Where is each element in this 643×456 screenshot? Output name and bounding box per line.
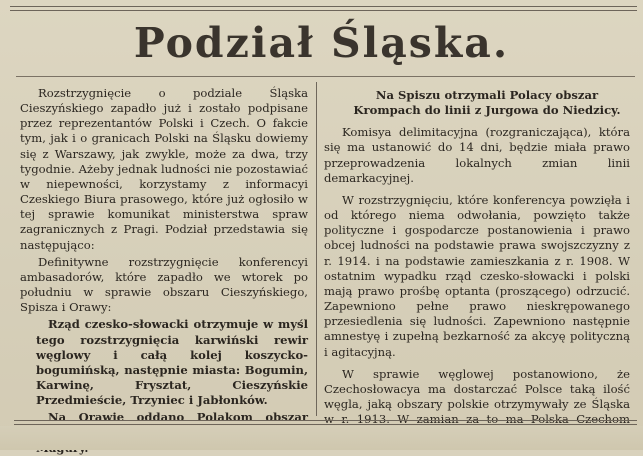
left-paragraph-4: Na Orawie oddano Polakom obszar <box>48 410 308 425</box>
headline-rule <box>16 76 635 77</box>
left-paragraph-1: Rozstrzygnięcie o podziale Śląska Cieszyńskiego zapadło już i zostało podpisane przez reprezentantów Polski i Czech. O fakcie tym, jak i o granicach Polski na Śląsku dowiemy się z Warszawy, jak zwykle, może za dwa, trzy tygodnie. Ażeby jednak ludności nie pozostawiać w niepewności, korzystamy z informacyi Czeskiego Biura prasowego, które już ogłosiło w tej sprawie komunikat ministerstwa spraw zagranicznych z Pragi. Podział przedstawia się następująco: <box>20 86 308 252</box>
left-paragraph-2: Definitywne rozstrzygnięcie konferencyi ambasadorów, które zapadło we wtorek po południu w sprawie obszaru Cieszyńskiego, Spisza i Orawy: <box>20 254 308 315</box>
headline: Podział Śląska. <box>133 19 510 67</box>
left-paragraph-3: Rząd czesko-słowacki otrzymuje w myśl tego rozstrzygnięcia karwiński rewir węglowy i całą kolej koszycko-bogumińską, następnie miasta: Bogumin, Karwinę, Frysztat, Cieszyńskie Przedmieście, Trzyniec i Jabłonków. <box>36 317 308 408</box>
column-divider <box>316 82 317 416</box>
right-column <box>324 88 630 442</box>
right-paragraph-1: Komisya delimitacyjna (rozgraniczająca), która się ma ustanowić do 14 dni, będzie miała prawo przeprowadzenia lokalnych zmian linii demarkacyjnej. <box>324 125 630 185</box>
right-paragraph-2: W rozstrzygnięciu, które konferencya powzięła i od którego niema odwołania, powzięto także polityczne i gospodarcze postanowienia i prawo obcej ludności na podstawie prawa swojszczyzny z r. 1914. i na podstawie zamieszkania z r. 1908. W ostatnim wypadku rząd czesko-słowacki i polski mają prawo prośbę optanta (proszącego) odrzucić. Zapewniono pełne prawo nieskrępowanego przesiedlenia się ludności. Zapewniono następnie amnestyę i zupełną bezkarność za akcyę polityczną i agitacyjną. <box>324 192 630 359</box>
right-subheading: Na Spiszu otrzymali Polacy obszar Krompach do linii z Jurgowa do Niedzicy. <box>353 88 621 118</box>
right-paragraph-3: W sprawie węglowej postanowiono, że Czechosłowacya ma dostarczać Polsce taką ilość węgla, jaką obszary polskie otrzymywały ze Śląska w r. 1913. W zamian za to ma Polska Czechom <box>324 366 630 427</box>
bottom-rule <box>14 420 637 425</box>
page-bottom-margin <box>0 426 643 450</box>
top-rule <box>10 6 637 11</box>
left-column <box>20 86 308 456</box>
